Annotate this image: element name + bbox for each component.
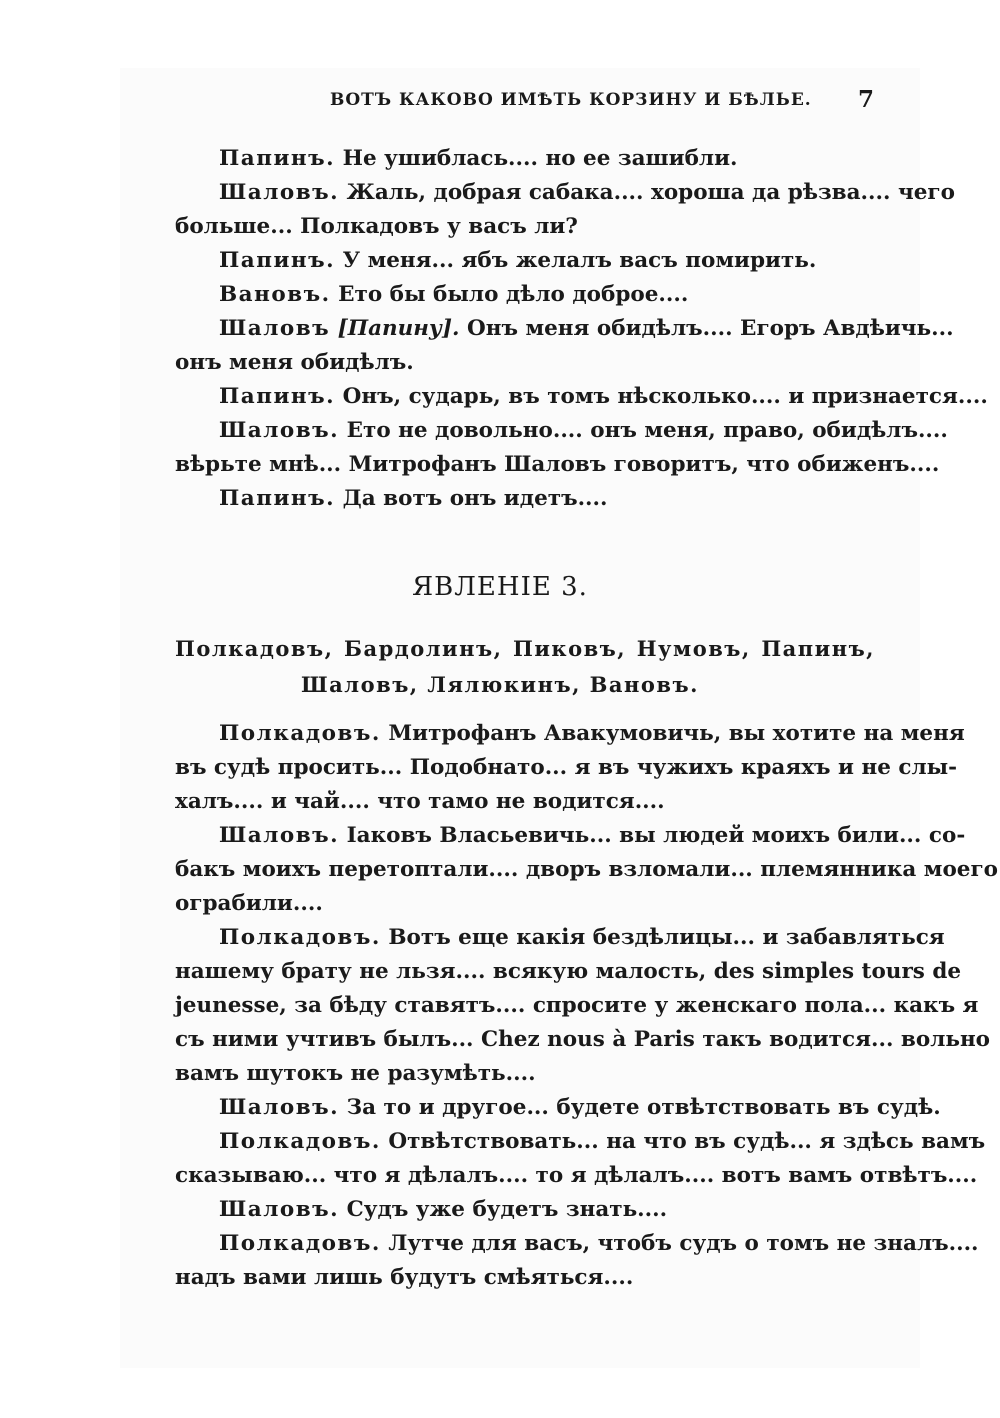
cast-list	[175, 636, 875, 661]
dialogue-paragraph	[175, 176, 955, 244]
speaker-name: Папинъ.	[219, 146, 336, 171]
dialogue-line: вѣрьте мнѣ... Митрофанъ Шаловъ говоритъ, что обиженъ....	[175, 452, 940, 477]
dialogue-line: Онъ, сударь, въ томъ нѣсколько.... и признается....	[342, 384, 988, 409]
cast-member: Нумовъ,	[636, 636, 751, 661]
speaker-name: Папинъ.	[219, 384, 336, 409]
dialogue-paragraph	[175, 921, 991, 1091]
dialogue-paragraph	[175, 1227, 979, 1295]
scene-title: ЯВЛЕНІЕ 3.	[412, 572, 588, 602]
speaker-name: Полкадовъ.	[219, 925, 381, 950]
dialogue-line: халъ.... и чай.... что тамо не водится....	[175, 789, 665, 814]
dialogue-line: Ето бы было дѣло доброе....	[338, 282, 689, 307]
dialogue-line: jeunesse, за бѣду ставятъ.... спросите у женскаго пола... какъ я	[175, 993, 979, 1018]
speaker-name: Шаловъ.	[219, 1197, 340, 1222]
dialogue-paragraph	[175, 312, 954, 380]
speaker-name: Полкадовъ.	[219, 1231, 381, 1256]
dialogue-line: Да вотъ онъ идетъ....	[342, 486, 608, 511]
dialogue-line: За то и другое... будете отвѣтствовать въ судѣ.	[346, 1095, 941, 1120]
dialogue-paragraph	[175, 278, 875, 312]
dialogue-line: Іаковъ Власьевичь... вы людей моихъ били... со-	[346, 823, 966, 848]
speaker-name: Шаловъ.	[219, 180, 340, 205]
speaker-name: Вановъ.	[219, 282, 331, 307]
dialogue-paragraph	[175, 482, 875, 516]
dialogue-line: Лутче для васъ, чтобъ судъ о томъ не зналъ....	[388, 1231, 979, 1256]
cast-member: Полкадовъ,	[175, 636, 334, 661]
dialogue-line: Жаль, добрая сабака.... хороша да рѣзва.... чего	[346, 180, 955, 205]
page-number: 7	[858, 86, 875, 113]
cast-member: Бардолинъ,	[344, 636, 503, 661]
dialogue-paragraph	[175, 414, 948, 482]
cast-member: Папинъ,	[761, 636, 875, 661]
dialogue-line: Ето не довольно.... онъ меня, право, обидѣлъ....	[346, 418, 948, 443]
dialogue-line: Онъ меня обидѣлъ.... Егоръ Авдѣичь...	[467, 316, 954, 341]
dialogue-paragraph	[175, 1125, 986, 1193]
dialogue-line: Вотъ еще какія бездѣлицы... и забавляться	[388, 925, 945, 950]
dialogue-line: больше... Полкадовъ у васъ ли?	[175, 214, 578, 239]
speaker-name: Папинъ.	[219, 248, 336, 273]
dialogue-paragraph	[175, 380, 988, 414]
stage-direction: [Папину].	[337, 316, 460, 341]
dialogue-paragraph	[175, 717, 965, 819]
dialogue-line: ограбили....	[175, 891, 323, 916]
running-title: ВОТЪ КАКОВО ИМѢТЬ КОРЗИНУ И БѢЛЬЕ.	[330, 90, 812, 110]
dialogue-paragraph	[175, 1193, 875, 1227]
speaker-name: Шаловъ.	[219, 418, 340, 443]
dialogue-paragraph	[175, 1091, 941, 1125]
dialogue-line: У меня... ябъ желалъ васъ помирить.	[342, 248, 817, 273]
speaker-name: Полкадовъ.	[219, 721, 381, 746]
speaker-name: Шаловъ	[219, 316, 331, 341]
dialogue-line: сказываю... что я дѣлалъ.... то я дѣлалъ.... вотъ вамъ отвѣтъ....	[175, 1163, 978, 1188]
dialogue-line: Митрофанъ Авакумовичь, вы хотите на меня	[388, 721, 965, 746]
dialogue-line: Судъ уже будетъ знать....	[346, 1197, 668, 1222]
dialogue-line: въ судѣ просить... Подобнато... я въ чужихъ краяхъ и не слы-	[175, 755, 958, 780]
speaker-name: Папинъ.	[219, 486, 336, 511]
dialogue-paragraph	[175, 819, 998, 921]
dialogue-line: нашему брату не льзя.... всякую малость, des simples tours de	[175, 959, 962, 984]
cast-member: Пиковъ,	[513, 636, 627, 661]
dialogue-line: Не ушиблась.... но ее зашибли.	[342, 146, 738, 171]
dialogue-line: надъ вами лишь будутъ смѣяться....	[175, 1265, 634, 1290]
dialogue-paragraph	[175, 244, 875, 278]
speaker-name: Шаловъ.	[219, 823, 340, 848]
dialogue-paragraph	[175, 142, 875, 176]
dialogue-line: Отвѣтствовать... на что въ судѣ... я здѣсь вамъ	[388, 1129, 986, 1154]
speaker-name: Шаловъ.	[219, 1095, 340, 1120]
dialogue-line: вамъ шутокъ не разумѣть....	[175, 1061, 536, 1086]
dialogue-line: онъ меня обидѣлъ.	[175, 350, 414, 375]
dialogue-line: съ ними учтивъ былъ... Chez nous à Paris такъ водится... вольно	[175, 1027, 991, 1052]
dialogue-line: бакъ моихъ перетоптали.... дворъ взломали... племянника моего	[175, 857, 998, 882]
speaker-name: Полкадовъ.	[219, 1129, 381, 1154]
cast-list-continued: Шаловъ, Лялюкинъ, Вановъ.	[301, 672, 699, 697]
